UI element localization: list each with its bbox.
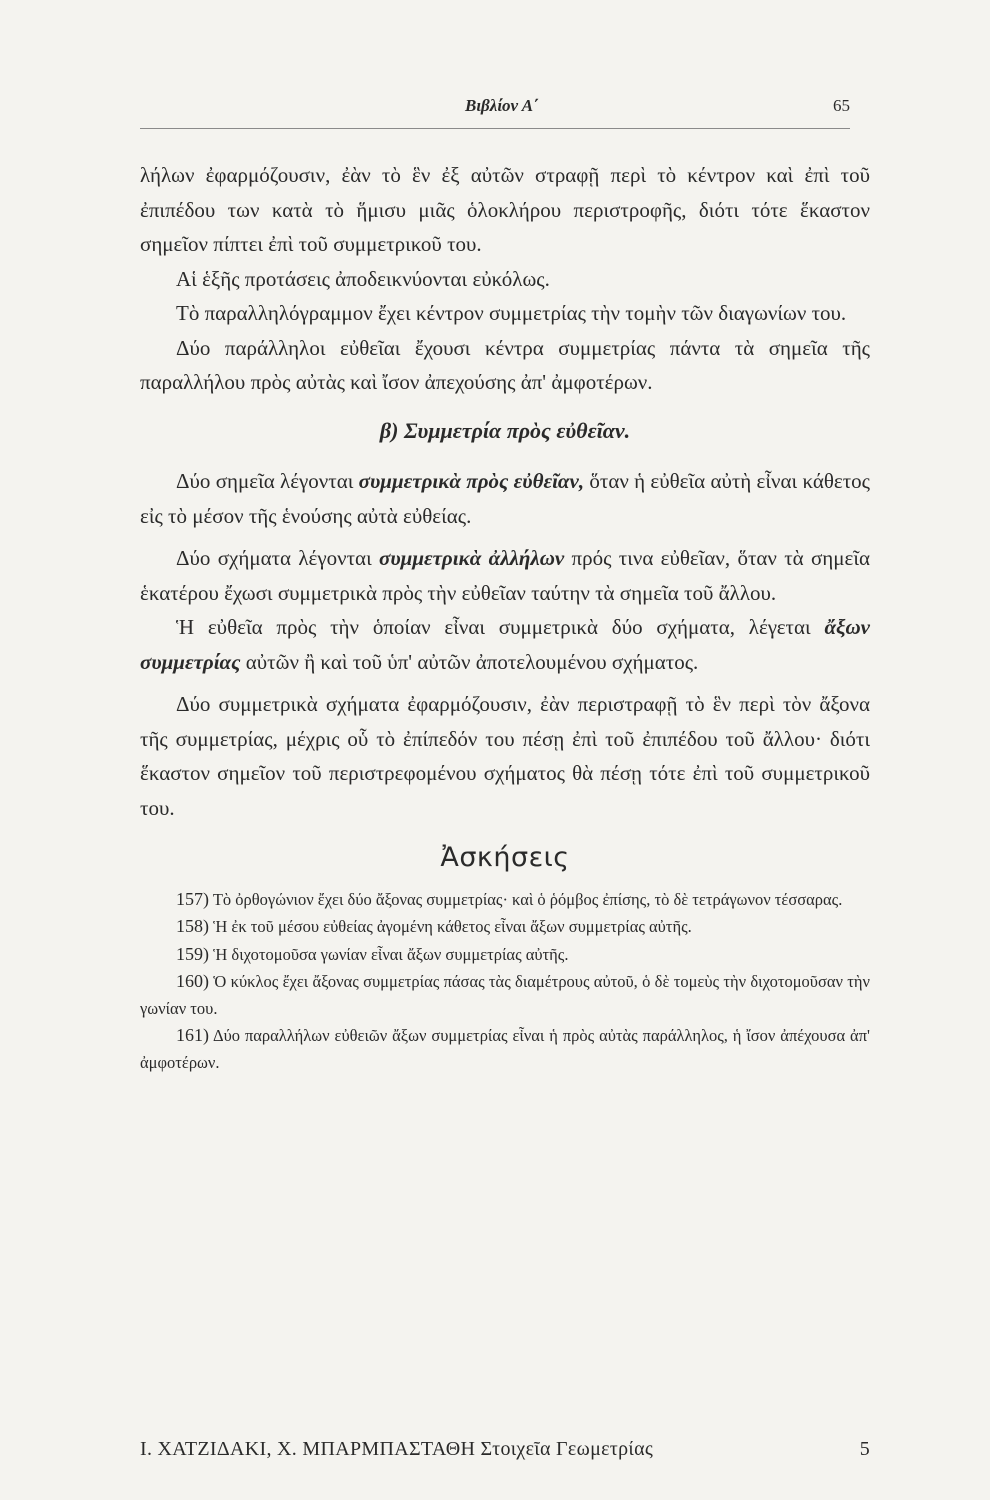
sheet-number: 5: [859, 1438, 870, 1460]
definition-text: ὅταν ἡ εὐθεῖα αὐτὴ εἶναι κάθετος εἰς τὸ μέσον τῆς ἑνούσης αὐτὰ εὐθείας.: [140, 469, 870, 528]
exercise-item: [140, 941, 870, 969]
definition-symmetric-figures: [140, 541, 870, 610]
definition-text: αὐτῶν ἢ καὶ τοῦ ὑπ' αὐτῶν ἀποτελουμένου σχήματος.: [240, 649, 699, 674]
page-footer: [140, 1438, 870, 1461]
exercise-text: Δύο παραλλήλων εὐθειῶν ἄξων συμμετρίας εἶναι ἡ πρὸς αὐτὰς παράλληλος, ἡ ἴσον ἀπέχουσα ἀπ' ἀμφοτέρων.: [140, 1026, 870, 1072]
header-title: Βιβλίον Α΄: [465, 96, 539, 115]
exercise-text: Ἡ διχοτομοῦσα γωνίαν εἶναι ἄξων συμμετρίας αὐτῆς.: [209, 944, 569, 964]
definition-term: ἄξων συμμετρίας: [140, 615, 870, 674]
exercise-item: [140, 1022, 870, 1076]
definition-symmetric-points: [140, 464, 870, 533]
exercise-number: 160): [176, 971, 209, 991]
paragraph-parallelogram: Τὸ παραλληλόγραμμον ἔχει κέντρον συμμετρίας τὴν τομὴν τῶν διαγωνίων του.: [176, 301, 847, 325]
definition-text: πρός τινα εὐθεῖαν, ὅταν τὰ σημεῖα ἑκατέρου ἔχωσι συμμετρικὰ πρὸς τὴν εὐθεῖαν ταύτην τὰ σημεῖα τοῦ ἄλλου.: [140, 546, 870, 605]
running-header: [140, 96, 850, 129]
exercises-title: Ἀσκήσεις: [440, 842, 570, 873]
footer-citation: Ι. ΧΑΤΖΙΔΑΚΙ, Χ. ΜΠΑΡΜΠΑΣΤΑΘΗ Στοιχεῖα Γεωμετρίας: [140, 1438, 654, 1460]
paragraph-continuation: λήλων ἐφαρμόζουσιν, ἐὰν τὸ ἓν ἐξ αὐτῶν στραφῇ περὶ τὸ κέντρον καὶ ἐπὶ τοῦ ἐπιπέδου των κατὰ τὸ ἥμισυ μιᾶς ὁλοκλήρου περιστροφῆς, διότι τότε ἕκαστον σημεῖον πίπτει ἐπὶ τοῦ συμμετρικοῦ του.: [140, 163, 870, 256]
page-body: [140, 158, 870, 1076]
definition-term: συμμετρικὰ πρὸς εὐθεῖαν,: [358, 469, 585, 493]
definition-text: Ἡ εὐθεῖα πρὸς τὴν ὁποίαν εἶναι συμμετρικὰ δύο σχήματα, λέγεται: [176, 615, 825, 639]
exercise-text: Ἡ ἐκ τοῦ μέσου εὐθείας ἀγομένη κάθετος εἶναι ἄξων συμμετρίας αὐτῆς.: [209, 917, 692, 936]
exercise-item: [140, 913, 870, 941]
page-number: 65: [833, 96, 850, 115]
section-title: β) Συμμετρία πρὸς εὐθεῖαν.: [379, 417, 631, 443]
definition-text: Δύο σημεῖα λέγονται: [176, 469, 359, 493]
paragraph-propositions: Αἱ ἑξῆς προτάσεις ἀποδεικνύονται εὐκόλως.: [176, 266, 550, 291]
exercise-number: 157): [176, 888, 209, 909]
definition-term: συμμετρικὰ ἀλλήλων: [379, 546, 565, 570]
exercise-item: [140, 968, 870, 1022]
exercise-number: 159): [176, 943, 209, 964]
exercise-number: 161): [176, 1025, 209, 1045]
paragraph-parallel-lines: Δύο παράλληλοι εὐθεῖαι ἔχουσι κέντρα συμμετρίας πάντα τὰ σημεῖα τῆς παραλλήλου πρὸς αὐτὰς καὶ ἴσον ἀπεχούσης ἀπ' ἀμφοτέρων.: [140, 335, 870, 394]
exercise-list: [140, 886, 870, 1077]
definition-text: Δύο σχήματα λέγονται: [176, 546, 380, 570]
exercise-text: Ὁ κύκλος ἔχει ἄξονας συμμετρίας πάσας τὰς διαμέτρους αὐτοῦ, ὁ δὲ τομεὺς τὴν διχοτομοῦσαν τὴν γωνίαν του.: [140, 972, 870, 1018]
definition-axis: [140, 610, 870, 679]
exercise-number: 158): [176, 916, 209, 936]
exercise-item: [140, 886, 870, 914]
paragraph-rotation: Δύο συμμετρικὰ σχήματα ἐφαρμόζουσιν, ἐὰν περιστραφῇ τὸ ἓν περὶ τὸν ἄξονα τῆς συμμετρίας, μέχρις οὗ τὸ ἐπίπεδόν του πέσῃ ἐπὶ τοῦ ἐπιπέδου τοῦ ἄλλου· διότι ἕκαστον σημεῖον τοῦ περιστρεφομένου σχήματος θὰ πέσῃ τότε ἐπὶ τοῦ συμμετρικοῦ του.: [140, 692, 870, 820]
exercise-text: Τὸ ὀρθογώνιον ἔχει δύο ἄξονας συμμετρίας· καὶ ὁ ῥόμβος ἐπίσης, τὸ δὲ τετράγωνον τέσσαρας.: [209, 889, 843, 909]
